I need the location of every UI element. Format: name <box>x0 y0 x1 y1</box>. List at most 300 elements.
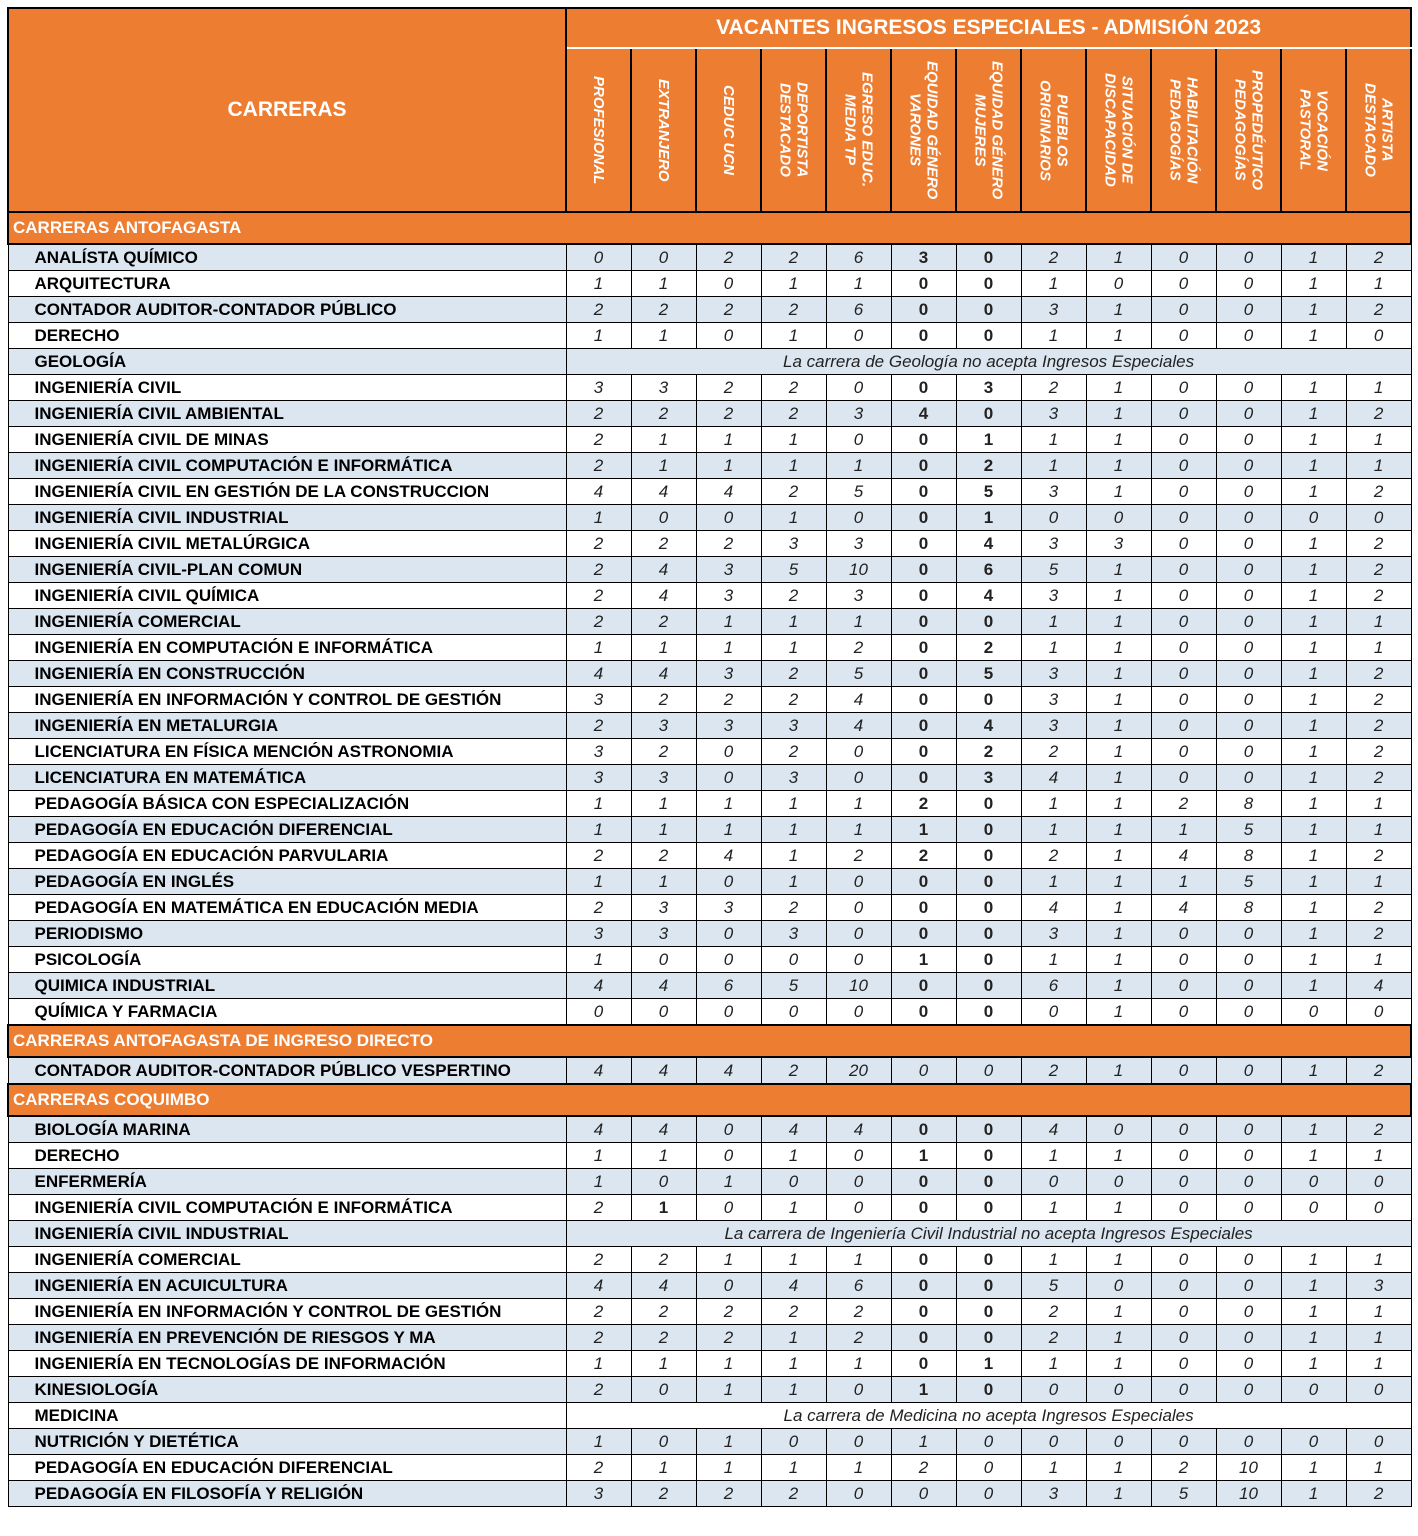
vacancy-cell: 3 <box>696 895 761 921</box>
table-row <box>8 401 1411 427</box>
vacancy-cell: 1 <box>1346 1455 1411 1481</box>
vacancy-cell: 1 <box>1086 1143 1151 1169</box>
vacancy-cell: 1 <box>1281 583 1346 609</box>
vacancy-cell: 0 <box>891 609 956 635</box>
vacancy-cell: 0 <box>1151 531 1216 557</box>
vacancy-cell: 0 <box>891 1057 956 1084</box>
vacancy-cell: 0 <box>696 505 761 531</box>
vacancy-cell: 1 <box>696 1455 761 1481</box>
vacancy-cell: 0 <box>1151 297 1216 323</box>
vacancy-cell: 1 <box>761 271 826 297</box>
vacancy-cell: 0 <box>1021 1429 1086 1455</box>
career-name: PEDAGOGÍA EN MATEMÁTICA EN EDUCACIÓN MEDIA <box>8 895 566 921</box>
table-row <box>8 1429 1411 1455</box>
vacancy-cell: 2 <box>696 375 761 401</box>
vacancy-cell: 1 <box>1086 479 1151 505</box>
vacancy-cell: 0 <box>1021 1377 1086 1403</box>
vacancy-cell: 0 <box>1216 1057 1281 1084</box>
vacancy-cell: 0 <box>1216 375 1281 401</box>
vacancy-cell: 0 <box>1216 1195 1281 1221</box>
vacancy-cell: 1 <box>1021 1247 1086 1273</box>
vacancy-cell: 1 <box>696 427 761 453</box>
vacancy-cell: 10 <box>826 557 891 583</box>
vacancy-cell: 1 <box>1281 1481 1346 1507</box>
vacancy-cell: 0 <box>696 921 761 947</box>
vacancy-cell: 1 <box>1346 453 1411 479</box>
vacancy-cell: 1 <box>631 1455 696 1481</box>
column-header-label: DEPORTISTA DESTACADO <box>776 82 811 178</box>
vacancy-cell: 1 <box>1281 1116 1346 1143</box>
vacancy-cell: 1 <box>761 1143 826 1169</box>
vacancy-cell: 0 <box>1151 1273 1216 1299</box>
vacancy-cell: 2 <box>761 244 826 271</box>
vacancy-cell: 5 <box>956 479 1021 505</box>
vacancy-cell: 5 <box>1021 1273 1086 1299</box>
vacancy-cell: 0 <box>1151 687 1216 713</box>
table-row <box>8 1481 1411 1507</box>
table-row <box>8 1247 1411 1273</box>
vacancy-cell: 3 <box>1086 531 1151 557</box>
vacancy-cell: 0 <box>1216 531 1281 557</box>
vacancy-cell: 1 <box>1346 947 1411 973</box>
vacancy-cell: 4 <box>566 1057 631 1084</box>
vacancy-cell: 1 <box>1281 973 1346 999</box>
career-name: INGENIERÍA CIVIL DE MINAS <box>8 427 566 453</box>
vacancy-cell: 1 <box>1086 843 1151 869</box>
vacancy-cell: 0 <box>1216 713 1281 739</box>
vacancy-cell: 0 <box>1216 635 1281 661</box>
career-name: INGENIERÍA CIVIL INDUSTRIAL <box>8 505 566 531</box>
vacancy-cell: 0 <box>696 1273 761 1299</box>
vacancy-cell: 1 <box>1151 817 1216 843</box>
table-row <box>8 609 1411 635</box>
vacancy-cell: 0 <box>891 271 956 297</box>
column-header <box>891 48 956 212</box>
vacancy-cell: 1 <box>1086 427 1151 453</box>
vacancy-cell: 0 <box>956 973 1021 999</box>
vacancy-cell: 4 <box>1151 843 1216 869</box>
vacancy-cell: 1 <box>1086 1299 1151 1325</box>
vacancy-cell: 1 <box>1086 661 1151 687</box>
vacancy-cell: 0 <box>1216 661 1281 687</box>
vacancy-cell: 0 <box>1216 765 1281 791</box>
vacancy-cell: 1 <box>696 609 761 635</box>
vacancy-cell: 1 <box>826 817 891 843</box>
vacancy-cell: 0 <box>891 921 956 947</box>
vacancy-cell: 2 <box>566 557 631 583</box>
vacancy-cell: 0 <box>891 661 956 687</box>
vacancy-cell: 2 <box>1346 713 1411 739</box>
vacancy-cell: 2 <box>1346 557 1411 583</box>
section-title: CARRERAS ANTOFAGASTA <box>8 212 1411 244</box>
vacancy-cell: 0 <box>1151 505 1216 531</box>
vacancy-cell: 0 <box>891 323 956 349</box>
vacancy-cell: 1 <box>761 1377 826 1403</box>
vacancy-cell: 4 <box>696 843 761 869</box>
vacancy-cell: 4 <box>566 479 631 505</box>
vacancy-cell: 3 <box>1021 297 1086 323</box>
column-header <box>1346 48 1411 212</box>
vacancy-cell: 0 <box>761 947 826 973</box>
career-name: DERECHO <box>8 323 566 349</box>
vacancy-cell: 0 <box>1151 244 1216 271</box>
vacancy-cell: 1 <box>1086 973 1151 999</box>
vacancy-cell: 0 <box>956 1377 1021 1403</box>
vacancy-cell: 1 <box>696 1429 761 1455</box>
vacancy-cell: 0 <box>891 531 956 557</box>
vacancy-cell: 0 <box>1151 713 1216 739</box>
table-row <box>8 791 1411 817</box>
vacancy-cell: 20 <box>826 1057 891 1084</box>
vacancy-cell: 2 <box>696 1299 761 1325</box>
vacancy-cell: 0 <box>826 869 891 895</box>
table-row <box>8 869 1411 895</box>
vacancy-cell: 3 <box>1021 713 1086 739</box>
column-header <box>956 48 1021 212</box>
vacancy-cell: 2 <box>761 661 826 687</box>
vacancy-cell: 0 <box>1216 323 1281 349</box>
table-row <box>8 244 1411 271</box>
table-row <box>8 1325 1411 1351</box>
vacancy-cell: 1 <box>631 791 696 817</box>
vacancy-cell: 2 <box>1346 244 1411 271</box>
vacancy-cell: 0 <box>1216 1116 1281 1143</box>
vacancy-cell: 1 <box>891 817 956 843</box>
career-name: INGENIERÍA CIVIL COMPUTACIÓN E INFORMÁTICA <box>8 453 566 479</box>
column-header-label: PROPEDÉUTICO PEDAGOGÍAS <box>1231 69 1266 190</box>
vacancy-cell: 1 <box>1281 453 1346 479</box>
vacancy-cell: 0 <box>696 869 761 895</box>
vacancy-cell: 0 <box>956 323 1021 349</box>
vacancy-cell: 1 <box>956 427 1021 453</box>
career-name: QUÍMICA Y FARMACIA <box>8 999 566 1026</box>
career-name: INGENIERÍA EN TECNOLOGÍAS DE INFORMACIÓN <box>8 1351 566 1377</box>
career-name: PEDAGOGÍA EN FILOSOFÍA Y RELIGIÓN <box>8 1481 566 1507</box>
vacancy-cell: 0 <box>631 1169 696 1195</box>
vacancy-cell: 1 <box>1086 999 1151 1026</box>
vacancy-cell: 0 <box>1346 999 1411 1026</box>
vacancy-cell: 1 <box>1281 1273 1346 1299</box>
table-row <box>8 713 1411 739</box>
vacancy-cell: 2 <box>566 1377 631 1403</box>
career-name: MEDICINA <box>8 1403 566 1429</box>
vacancy-cell: 0 <box>1216 297 1281 323</box>
table-row <box>8 323 1411 349</box>
vacancy-cell: 3 <box>631 765 696 791</box>
table-row <box>8 479 1411 505</box>
career-name: PSICOLOGÍA <box>8 947 566 973</box>
table-row <box>8 1403 1411 1429</box>
vacancy-cell: 1 <box>1086 557 1151 583</box>
vacancy-cell: 1 <box>696 1377 761 1403</box>
vacancy-cell: 0 <box>826 505 891 531</box>
vacancy-cell: 0 <box>1216 1247 1281 1273</box>
vacancy-cell: 1 <box>696 1351 761 1377</box>
vacancy-cell: 4 <box>761 1116 826 1143</box>
vacancy-cell: 2 <box>1346 765 1411 791</box>
vacancy-cell: 1 <box>1021 271 1086 297</box>
vacancy-cell: 1 <box>891 1377 956 1403</box>
vacancy-cell: 2 <box>891 791 956 817</box>
vacancy-cell: 1 <box>1021 1143 1086 1169</box>
vacancy-cell: 0 <box>1151 739 1216 765</box>
vacancy-cell: 0 <box>891 1351 956 1377</box>
vacancy-cell: 0 <box>631 1377 696 1403</box>
vacancy-cell: 0 <box>956 869 1021 895</box>
no-special-admission-note: La carrera de Geología no acepta Ingresos Especiales <box>566 349 1411 375</box>
vacancy-cell: 1 <box>761 1351 826 1377</box>
career-name: ANALÍSTA QUÍMICO <box>8 244 566 271</box>
vacancy-cell: 0 <box>1021 1169 1086 1195</box>
career-name: INGENIERÍA COMERCIAL <box>8 1247 566 1273</box>
vacancy-cell: 2 <box>631 1299 696 1325</box>
vacancy-cell: 0 <box>826 1195 891 1221</box>
column-header <box>1086 48 1151 212</box>
vacancy-cell: 0 <box>1216 1429 1281 1455</box>
vacancy-cell: 0 <box>891 1299 956 1325</box>
vacancy-cell: 1 <box>1086 687 1151 713</box>
vacancy-cell: 0 <box>1216 973 1281 999</box>
vacancy-cell: 0 <box>1216 921 1281 947</box>
vacancy-cell: 2 <box>696 401 761 427</box>
vacancy-cell: 5 <box>1151 1481 1216 1507</box>
vacancy-cell: 0 <box>891 687 956 713</box>
vacancy-cell: 3 <box>1021 479 1086 505</box>
vacancy-cell: 0 <box>1216 479 1281 505</box>
vacancy-cell: 0 <box>1151 583 1216 609</box>
vacancy-cell: 4 <box>696 479 761 505</box>
vacancy-cell: 2 <box>696 297 761 323</box>
vacancy-cell: 0 <box>631 999 696 1026</box>
vacancy-cell: 3 <box>761 531 826 557</box>
vacancy-cell: 1 <box>1281 1351 1346 1377</box>
vacancy-cell: 1 <box>1086 375 1151 401</box>
vacancy-cell: 1 <box>1281 401 1346 427</box>
vacancy-cell: 0 <box>891 1169 956 1195</box>
vacancy-cell: 3 <box>696 713 761 739</box>
vacancy-cell: 0 <box>566 999 631 1026</box>
column-header-label: EQUIDAD GÉNERO VARONES <box>906 60 941 200</box>
vacancy-cell: 1 <box>1346 791 1411 817</box>
vacancy-cell: 1 <box>1086 583 1151 609</box>
career-name: INGENIERÍA EN COMPUTACIÓN E INFORMÁTICA <box>8 635 566 661</box>
vacancy-cell: 0 <box>891 869 956 895</box>
vacancies-table <box>7 7 1412 1507</box>
vacancy-cell: 1 <box>696 635 761 661</box>
vacancy-cell: 1 <box>631 1195 696 1221</box>
vacancy-cell: 0 <box>891 1325 956 1351</box>
admission-vacancies-sheet <box>7 7 1411 1507</box>
vacancy-cell: 4 <box>631 583 696 609</box>
vacancy-cell: 2 <box>761 583 826 609</box>
vacancy-cell: 2 <box>1346 921 1411 947</box>
vacancy-cell: 2 <box>956 453 1021 479</box>
vacancy-cell: 4 <box>631 973 696 999</box>
vacancy-cell: 1 <box>1346 375 1411 401</box>
vacancy-cell: 1 <box>1281 843 1346 869</box>
table-row <box>8 505 1411 531</box>
vacancy-cell: 2 <box>826 635 891 661</box>
vacancy-cell: 0 <box>696 947 761 973</box>
vacancy-cell: 2 <box>1151 1455 1216 1481</box>
career-name: CONTADOR AUDITOR-CONTADOR PÚBLICO <box>8 297 566 323</box>
vacancy-cell: 3 <box>1021 921 1086 947</box>
vacancy-cell: 0 <box>891 583 956 609</box>
vacancy-cell: 4 <box>631 557 696 583</box>
vacancy-cell: 0 <box>1151 1116 1216 1143</box>
vacancy-cell: 0 <box>1216 557 1281 583</box>
vacancy-cell: 2 <box>1346 895 1411 921</box>
vacancy-cell: 0 <box>956 817 1021 843</box>
table-row <box>8 895 1411 921</box>
vacancy-cell: 1 <box>1086 401 1151 427</box>
vacancy-cell: 0 <box>826 895 891 921</box>
vacancy-cell: 4 <box>696 1057 761 1084</box>
vacancy-cell: 0 <box>956 1057 1021 1084</box>
vacancy-cell: 1 <box>1021 609 1086 635</box>
vacancy-cell: 3 <box>826 583 891 609</box>
vacancy-cell: 1 <box>1021 635 1086 661</box>
vacancy-cell: 0 <box>1086 1377 1151 1403</box>
vacancy-cell: 1 <box>1021 1455 1086 1481</box>
career-name: INGENIERÍA CIVIL EN GESTIÓN DE LA CONSTRUCCION <box>8 479 566 505</box>
career-name: INGENIERÍA CIVIL QUÍMICA <box>8 583 566 609</box>
vacancy-cell: 1 <box>566 271 631 297</box>
vacancy-cell: 0 <box>1021 999 1086 1026</box>
vacancy-cell: 0 <box>1151 661 1216 687</box>
vacancy-cell: 4 <box>566 661 631 687</box>
vacancy-cell: 0 <box>1281 1429 1346 1455</box>
vacancy-cell: 0 <box>1281 505 1346 531</box>
vacancy-cell: 1 <box>566 869 631 895</box>
vacancy-cell: 2 <box>631 401 696 427</box>
vacancy-cell: 0 <box>826 1377 891 1403</box>
vacancy-cell: 1 <box>1086 1247 1151 1273</box>
vacancy-cell: 1 <box>631 323 696 349</box>
vacancy-cell: 0 <box>696 1116 761 1143</box>
vacancy-cell: 1 <box>761 791 826 817</box>
vacancy-cell: 2 <box>1346 479 1411 505</box>
vacancy-cell: 0 <box>956 895 1021 921</box>
career-name: KINESIOLOGÍA <box>8 1377 566 1403</box>
vacancy-cell: 1 <box>1281 1299 1346 1325</box>
vacancy-cell: 1 <box>696 817 761 843</box>
vacancy-cell: 0 <box>1216 1299 1281 1325</box>
vacancy-cell: 0 <box>956 271 1021 297</box>
career-name: INGENIERÍA EN PREVENCIÓN DE RIESGOS Y MA <box>8 1325 566 1351</box>
vacancy-cell: 3 <box>1021 1481 1086 1507</box>
vacancy-cell: 0 <box>1346 505 1411 531</box>
vacancy-cell: 4 <box>891 401 956 427</box>
vacancy-cell: 1 <box>1021 791 1086 817</box>
vacancy-cell: 2 <box>566 531 631 557</box>
vacancy-cell: 1 <box>956 1351 1021 1377</box>
table-row <box>8 271 1411 297</box>
vacancy-cell: 0 <box>826 323 891 349</box>
vacancy-cell: 0 <box>1216 427 1281 453</box>
vacancy-cell: 0 <box>891 427 956 453</box>
vacancy-cell: 0 <box>891 1481 956 1507</box>
vacancy-cell: 0 <box>956 1169 1021 1195</box>
vacancy-cell: 2 <box>1346 1116 1411 1143</box>
vacancy-cell: 8 <box>1216 843 1281 869</box>
vacancy-cell: 0 <box>761 999 826 1026</box>
vacancy-cell: 4 <box>826 713 891 739</box>
vacancy-cell: 2 <box>566 1247 631 1273</box>
vacancy-cell: 3 <box>566 921 631 947</box>
vacancy-cell: 1 <box>761 843 826 869</box>
vacancy-cell: 1 <box>566 817 631 843</box>
vacancy-cell: 0 <box>826 765 891 791</box>
vacancy-cell: 6 <box>826 297 891 323</box>
vacancy-cell: 1 <box>696 791 761 817</box>
vacancy-cell: 0 <box>956 1429 1021 1455</box>
vacancy-cell: 1 <box>1346 271 1411 297</box>
vacancy-cell: 0 <box>891 895 956 921</box>
vacancy-cell: 0 <box>1281 999 1346 1026</box>
vacancy-cell: 2 <box>696 1325 761 1351</box>
vacancy-cell: 0 <box>956 1481 1021 1507</box>
vacancy-cell: 0 <box>956 1116 1021 1143</box>
career-name: INGENIERÍA CIVIL COMPUTACIÓN E INFORMÁTICA <box>8 1195 566 1221</box>
vacancy-cell: 0 <box>631 1429 696 1455</box>
vacancy-cell: 2 <box>566 297 631 323</box>
vacancy-cell: 1 <box>566 323 631 349</box>
column-header <box>696 48 761 212</box>
vacancy-cell: 4 <box>631 1116 696 1143</box>
career-name: INGENIERÍA CIVIL AMBIENTAL <box>8 401 566 427</box>
vacancy-cell: 3 <box>956 765 1021 791</box>
vacancy-cell: 5 <box>1021 557 1086 583</box>
career-name: INGENIERÍA EN INFORMACIÓN Y CONTROL DE GESTIÓN <box>8 687 566 713</box>
vacancy-cell: 1 <box>1281 921 1346 947</box>
vacancy-cell: 1 <box>1281 947 1346 973</box>
vacancy-cell: 4 <box>631 1273 696 1299</box>
vacancy-cell: 1 <box>1281 895 1346 921</box>
vacancy-cell: 0 <box>696 323 761 349</box>
vacancy-cell: 0 <box>1151 999 1216 1026</box>
vacancy-cell: 0 <box>891 479 956 505</box>
vacancy-cell: 0 <box>1151 323 1216 349</box>
vacancy-cell: 2 <box>566 453 631 479</box>
table-row <box>8 739 1411 765</box>
vacancy-cell: 0 <box>826 739 891 765</box>
vacancy-cell: 3 <box>631 713 696 739</box>
vacancy-cell: 0 <box>1216 244 1281 271</box>
vacancy-cell: 3 <box>1021 401 1086 427</box>
vacancy-cell: 0 <box>1216 1273 1281 1299</box>
vacancy-cell: 3 <box>631 375 696 401</box>
vacancy-cell: 2 <box>761 895 826 921</box>
vacancy-cell: 4 <box>826 1116 891 1143</box>
vacancy-cell: 1 <box>566 505 631 531</box>
vacancy-cell: 0 <box>826 999 891 1026</box>
vacancy-cell: 1 <box>1021 817 1086 843</box>
vacancy-cell: 0 <box>696 999 761 1026</box>
vacancy-cell: 0 <box>1151 947 1216 973</box>
vacancy-cell: 1 <box>761 609 826 635</box>
column-header <box>566 48 631 212</box>
vacancy-cell: 2 <box>761 1299 826 1325</box>
vacancy-cell: 0 <box>1216 999 1281 1026</box>
vacancy-cell: 4 <box>826 687 891 713</box>
vacancy-cell: 0 <box>1216 453 1281 479</box>
vacancy-cell: 1 <box>631 453 696 479</box>
carreras-header: CARRERAS <box>8 8 566 212</box>
vacancy-cell: 3 <box>566 739 631 765</box>
vacancy-cell: 1 <box>761 869 826 895</box>
vacancy-cell: 0 <box>956 1247 1021 1273</box>
